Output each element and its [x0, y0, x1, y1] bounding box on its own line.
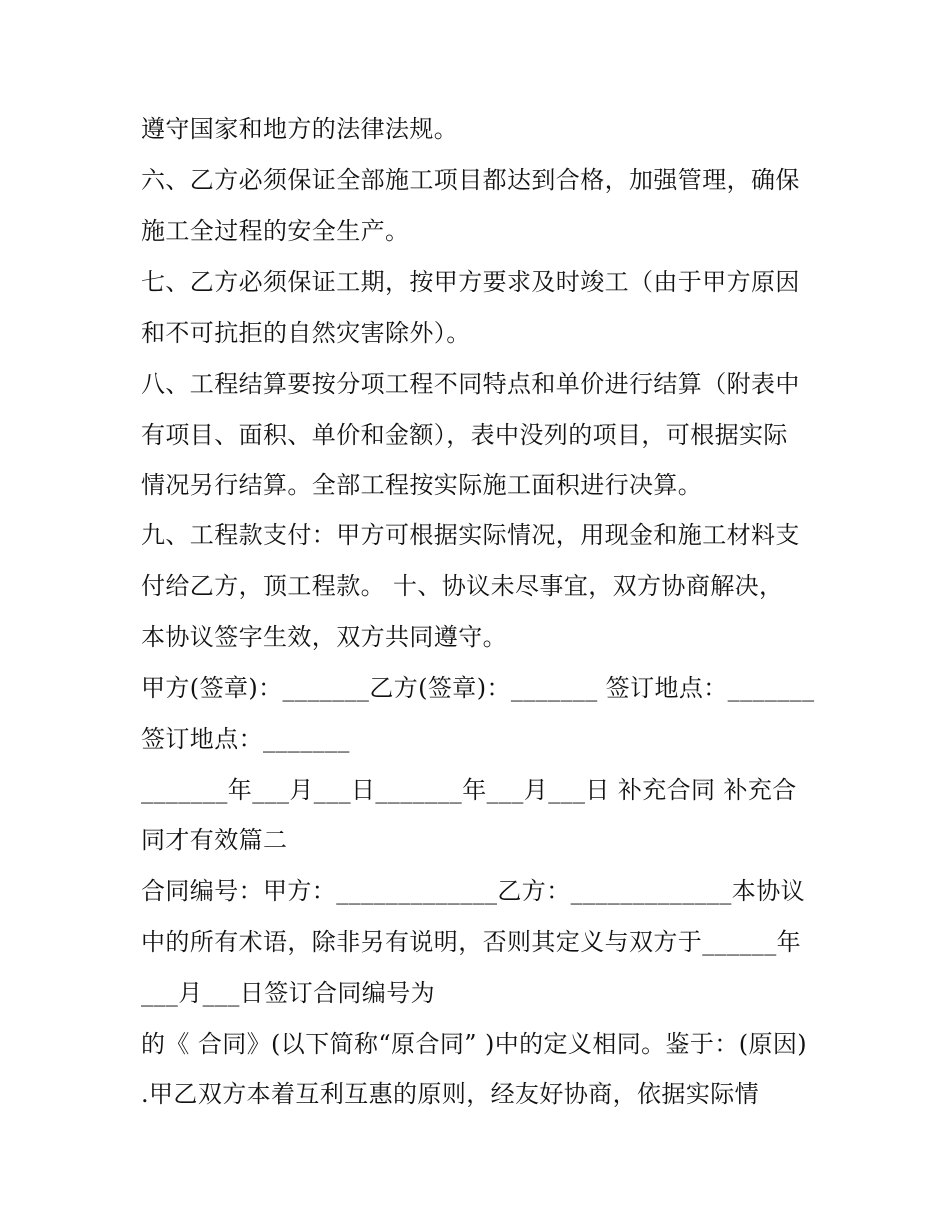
text-line: 付给乙方，顶工程款。 十、协议未尽事宜，双方协商解决，: [141, 572, 784, 600]
text-line: 有项目、面积、单价和金额），表中没列的项目，可根据实际: [141, 421, 788, 449]
text-line: 施工全过程的安全生产。: [141, 217, 410, 245]
signature-line: 签订地点：_______: [141, 725, 350, 753]
text-line: 本协议签字生效，双方共同遵守。: [141, 623, 507, 651]
text-line: 合同编号：甲方：_____________乙方：_____________本协议: [141, 877, 805, 905]
text-line: 情况另行结算。全部工程按实际施工面积进行决算。: [141, 471, 703, 499]
text-line: 中的所有术语，除非另有说明，否则其定义与双方于______年: [141, 928, 801, 956]
text-line: 遵守国家和地方的法律法规。: [141, 115, 459, 143]
text-line: ___月___日签订合同编号为: [141, 979, 435, 1007]
text-line: 六、乙方必须保证全部施工项目都达到合格，加强管理，确保: [141, 166, 800, 194]
text-line: 和不可抗拒的自然灾害除外）。: [141, 319, 471, 347]
text-line: 的《 合同》(以下简称“原合同” )中的定义相同。鉴于：(原因): [141, 1030, 808, 1058]
text-line: .甲乙双方本着互利互惠的原则，经友好协商，依据实际情: [141, 1080, 760, 1108]
date-line: _______年___月___日_______年___月___日 补充合同 补充合: [141, 776, 797, 804]
text-line: 八、工程结算要按分项工程不同特点和单价进行结算（附表中: [141, 370, 800, 398]
text-line: 九、工程款支付：甲方可根据实际情况，用现金和施工材料支: [141, 521, 800, 549]
text-line: 七、乙方必须保证工期，按甲方要求及时竣工（由于甲方原因: [141, 268, 800, 296]
signature-line: 甲方(签章)：_______乙方(签章)：_______ 签订地点：_______: [141, 674, 815, 702]
section-title: 同才有效篇二: [141, 826, 288, 854]
